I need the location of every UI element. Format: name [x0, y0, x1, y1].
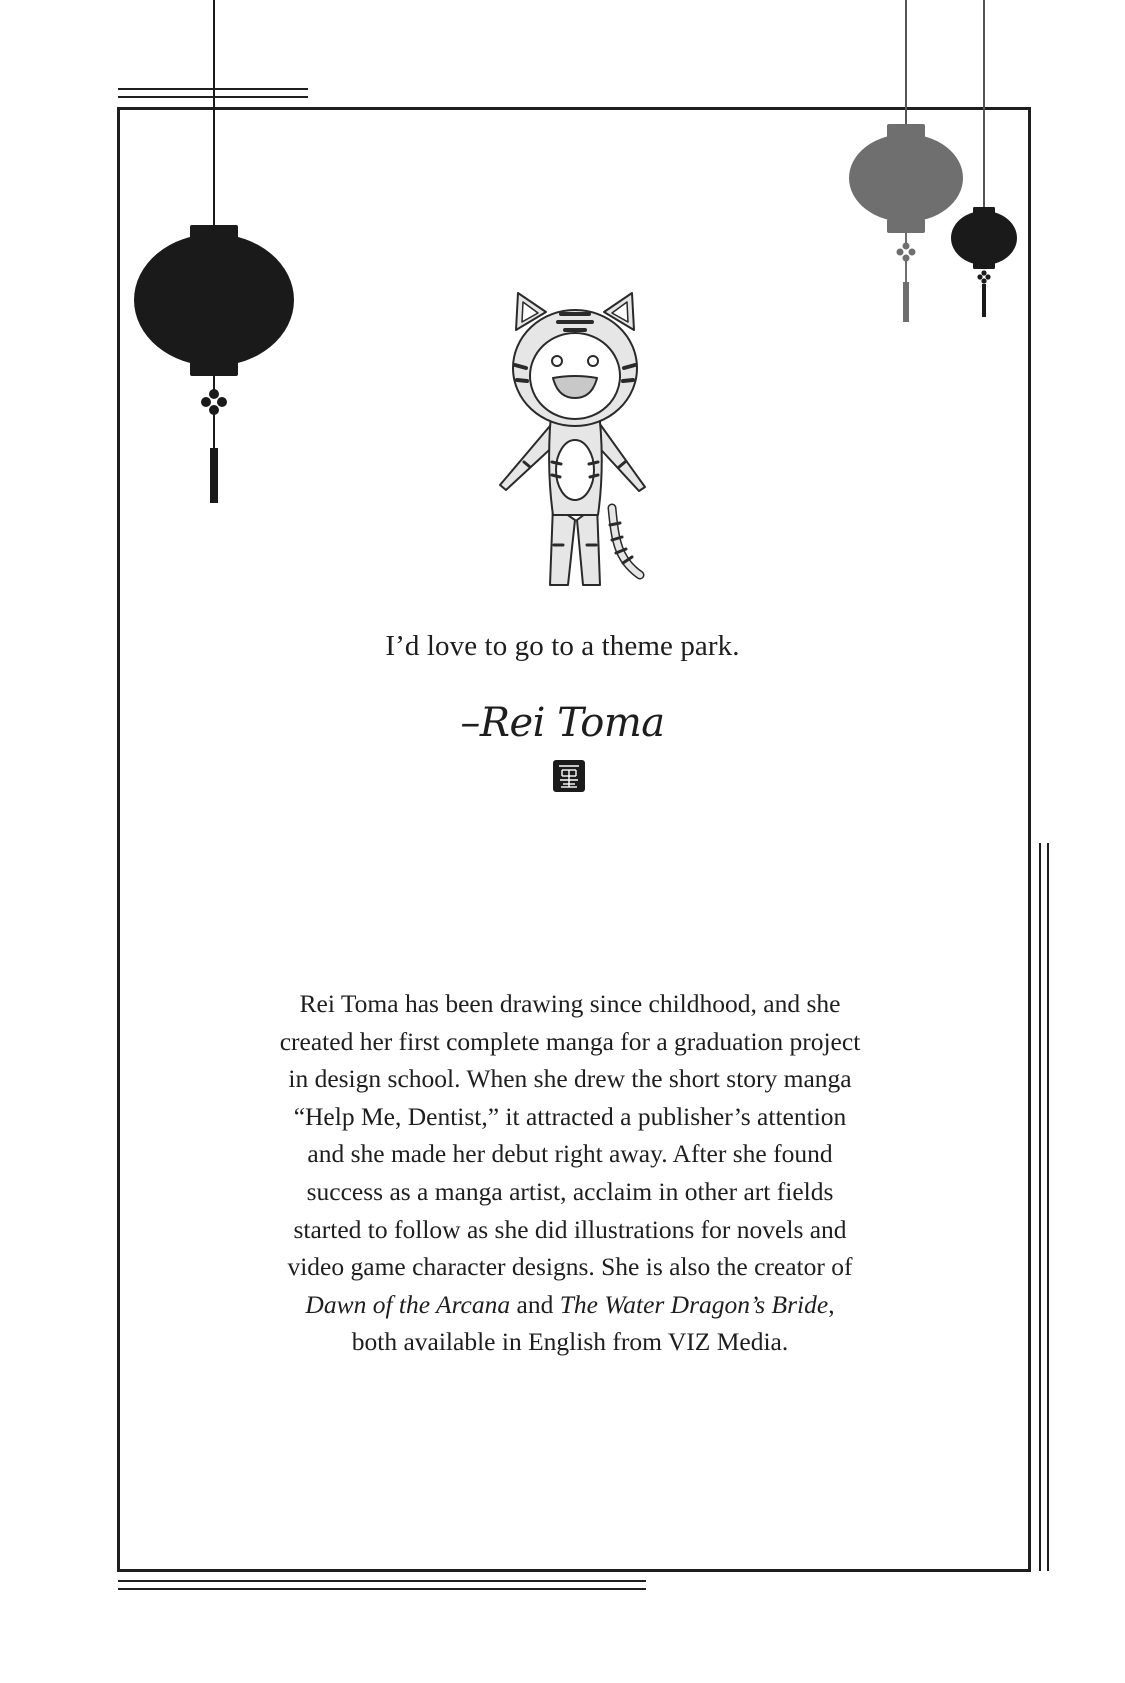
hanko-seal-icon — [553, 760, 585, 792]
book-title-water-dragon: The Water Dragon’s Bride — [559, 1289, 829, 1319]
bio-conjunction: and — [510, 1289, 560, 1319]
lantern-right-small-icon — [951, 0, 1017, 317]
bio-comma: , — [828, 1289, 835, 1319]
bio-line: Rei Toma has been drawing since childhood, and she — [299, 989, 841, 1018]
author-signature: –Rei Toma — [460, 700, 665, 746]
bio-line — [220, 1286, 920, 1324]
bio-line: success as a manga artist, acclaim in other art fields — [306, 1176, 834, 1206]
bio-line: video game character designs. She is also the creator of — [287, 1252, 853, 1282]
bio-line: both available in English from VIZ Media. — [351, 1327, 789, 1357]
lantern-left-icon — [134, 0, 294, 503]
bio-line: in design school. When she drew the short story manga — [288, 1064, 852, 1094]
bio-line: and she made her debut right away. After she found — [307, 1139, 833, 1169]
bio-line: “Help Me, Dentist,” it attracted a publisher’s attention — [293, 1101, 847, 1131]
bio-line: created her first complete manga for a graduation project — [279, 1026, 861, 1056]
tiger-character-icon — [500, 293, 645, 585]
lantern-right-large-icon — [849, 0, 963, 322]
bio-line: started to follow as she did illustrations for novels and — [293, 1214, 847, 1244]
author-quote: I’d love to go to a theme park. — [385, 630, 740, 662]
book-title-arcana: Dawn of the Arcana — [305, 1289, 511, 1319]
author-bio — [220, 985, 920, 1361]
